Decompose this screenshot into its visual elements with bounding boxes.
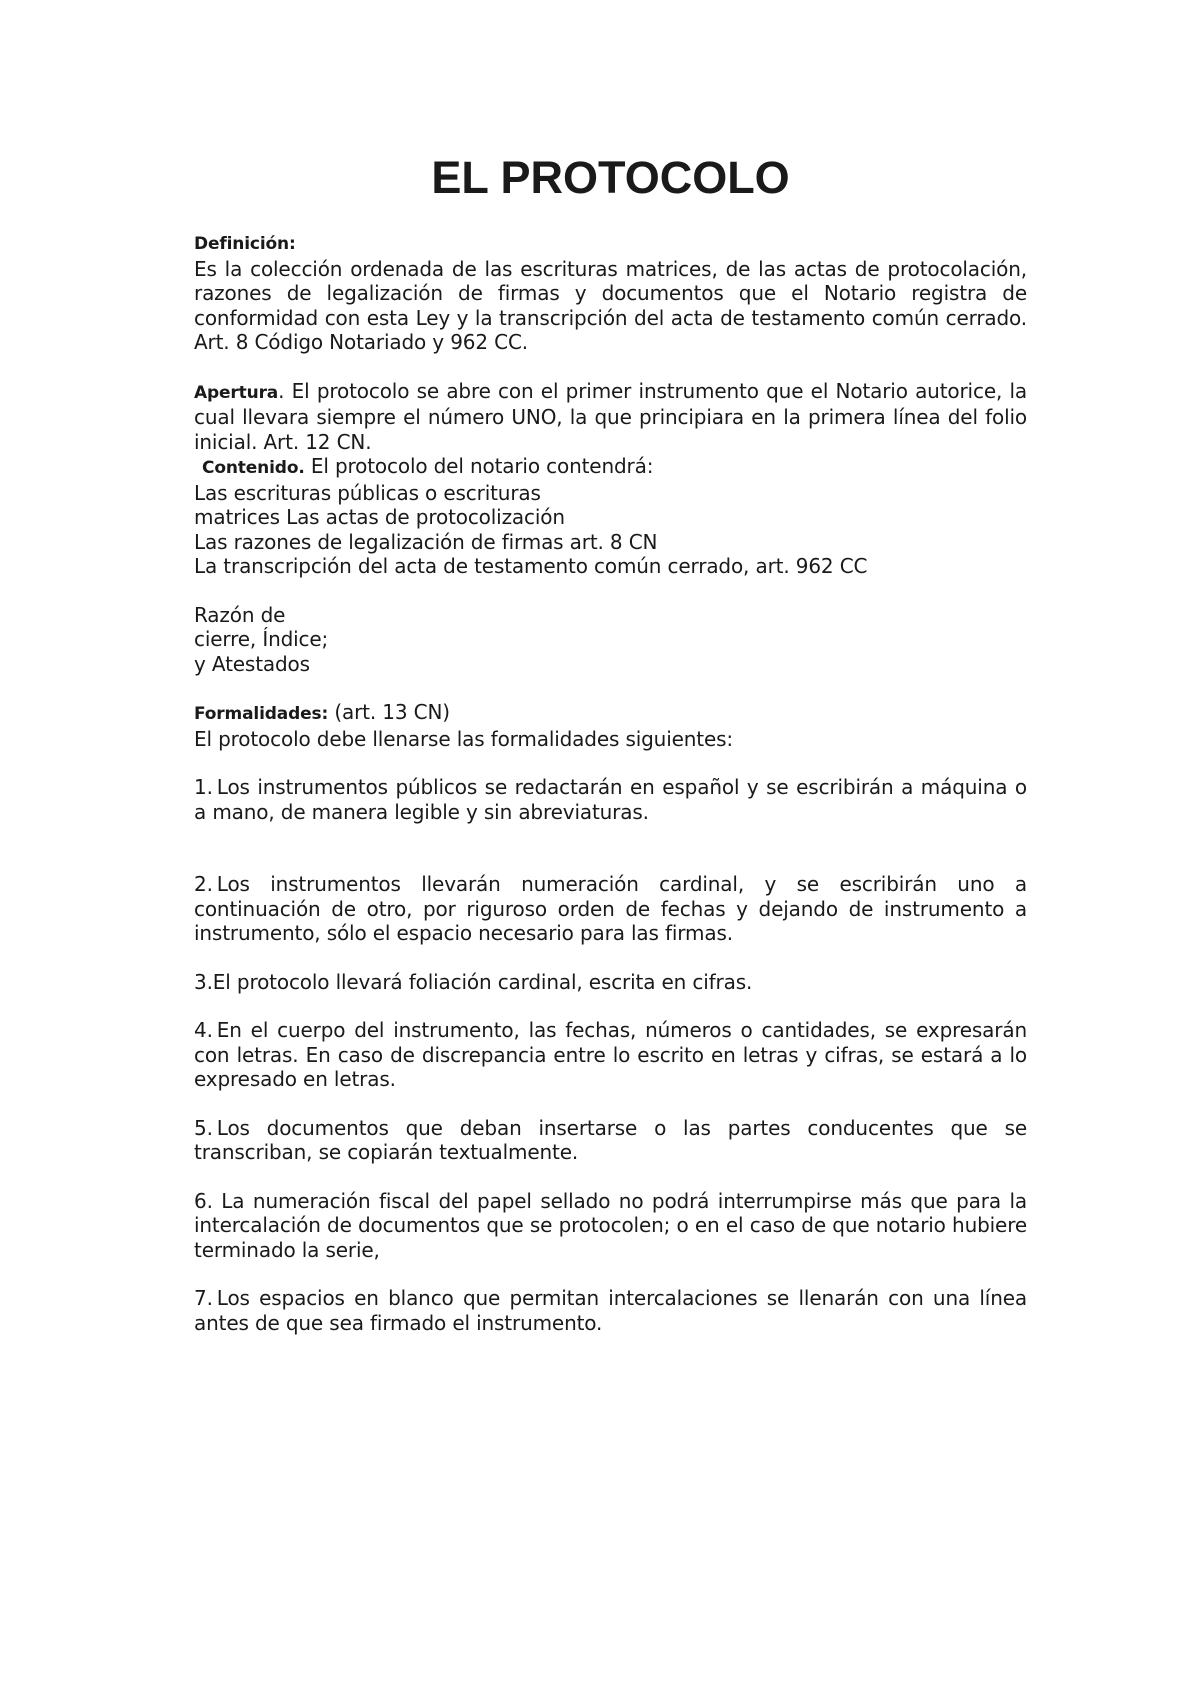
item-number: 1. [194, 775, 213, 799]
item-number: 6. [194, 1188, 213, 1213]
item-number: 7. [194, 1286, 213, 1310]
item-text: Los instrumentos públicos se redactarán en español y se escribirán a máquina o a mano, de manera legible y sin abreviaturas. [194, 775, 1027, 824]
contenido-text: El protocolo del notario contendrá: [304, 454, 654, 478]
spacer [194, 946, 1027, 970]
contenido-line: matrices Las actas de protocolización [194, 505, 565, 529]
document-title: EL PROTOCOLO [431, 152, 790, 203]
item-number: 5. [194, 1115, 213, 1140]
item-text: Los instrumentos llevarán numeración cardinal, y se escribirán uno a continuación de otro, por riguroso orden de fechas y dejando de instrumento a instrumento, sólo el espacio necesario para las firmas. [194, 872, 1027, 945]
section-contenido [194, 454, 1027, 676]
formalidad-item [194, 872, 1027, 946]
item-text: El protocolo llevará foliación cardinal, escrita en cifras. [212, 969, 753, 994]
apertura-text: . El protocolo se abre con el primer instrumento que el Notario autorice, la cual llevara siempre el número UNO, la que principiara en la primera línea del folio inicial. Art. 12 CN. [194, 378, 1027, 454]
spacer [194, 1262, 1027, 1286]
item-text: En el cuerpo del instrumento, las fechas, números o cantidades, se expresarán con letras. En caso de discrepancia entre lo escrito en letras y cifras, se estará a lo expresado en letras. [194, 1018, 1027, 1091]
spacer [194, 355, 1027, 379]
item-number: 4. [194, 1018, 213, 1042]
formalidad-item [194, 1189, 1027, 1263]
contenido-intro [194, 454, 1027, 481]
formalidad-item [194, 1286, 1027, 1335]
spacer [194, 1092, 1027, 1116]
item-text: Los espacios en blanco que permitan intercalaciones se llenarán con una línea antes de que sea firmado el instrumento. [194, 1286, 1027, 1335]
formalidades-ref: (art. 13 CN) [328, 700, 450, 724]
section-formalidades [194, 700, 1027, 1335]
formalidad-item [194, 1018, 1027, 1092]
contenido-extra-line: y Atestados [194, 651, 310, 676]
formalidades-heading: Formalidades: [194, 704, 329, 724]
spacer [194, 676, 1027, 700]
definicion-heading: Definición: [194, 234, 296, 254]
definicion-text: Es la colección ordenada de las escrituras matrices, de las actas de protocolación, razones de legalización de firmas y documentos que el Notario registra de conformidad con esta Ley y la transcripción del acta de testamento común cerrado. Art. 8 Código Notariado y 962 CC. [194, 256, 1027, 354]
section-apertura [194, 379, 1027, 455]
item-text: Los documentos que deban insertarse o las partes conducentes que se transcriban, se copiarán textualmente. [194, 1115, 1027, 1164]
formalidades-intro: El protocolo debe llenarse las formalidades siguientes: [194, 726, 733, 751]
spacer [194, 824, 1027, 872]
section-definicion [194, 232, 1027, 355]
contenido-extra-line: cierre, Índice; [194, 627, 329, 651]
item-number: 3. [194, 969, 213, 994]
contenido-line: La transcripción del acta de testamento común cerrado, art. 962 CC [194, 554, 868, 578]
contenido-line: Las razones de legalización de firmas art. 8 CN [194, 529, 658, 554]
formalidades-header [194, 700, 1027, 727]
item-number: 2. [194, 872, 213, 896]
spacer [194, 579, 1027, 603]
apertura-heading: Apertura [194, 382, 279, 403]
document-page [194, 150, 1027, 1335]
contenido-line: Las escrituras públicas o escrituras [194, 480, 541, 505]
spacer [194, 1165, 1027, 1189]
contenido-heading: Contenido. [202, 458, 305, 478]
item-text: La numeración fiscal del papel sellado no podrá interrumpirse más que para la intercalación de documentos que se protocolen; o en el caso de que notario hubiere terminado la serie, [194, 1188, 1027, 1262]
spacer [194, 751, 1027, 775]
contenido-extra-line: Razón de [194, 602, 286, 627]
formalidad-item [194, 1116, 1027, 1165]
formalidad-item [194, 775, 1027, 824]
spacer [194, 994, 1027, 1018]
formalidad-item [194, 970, 1027, 995]
